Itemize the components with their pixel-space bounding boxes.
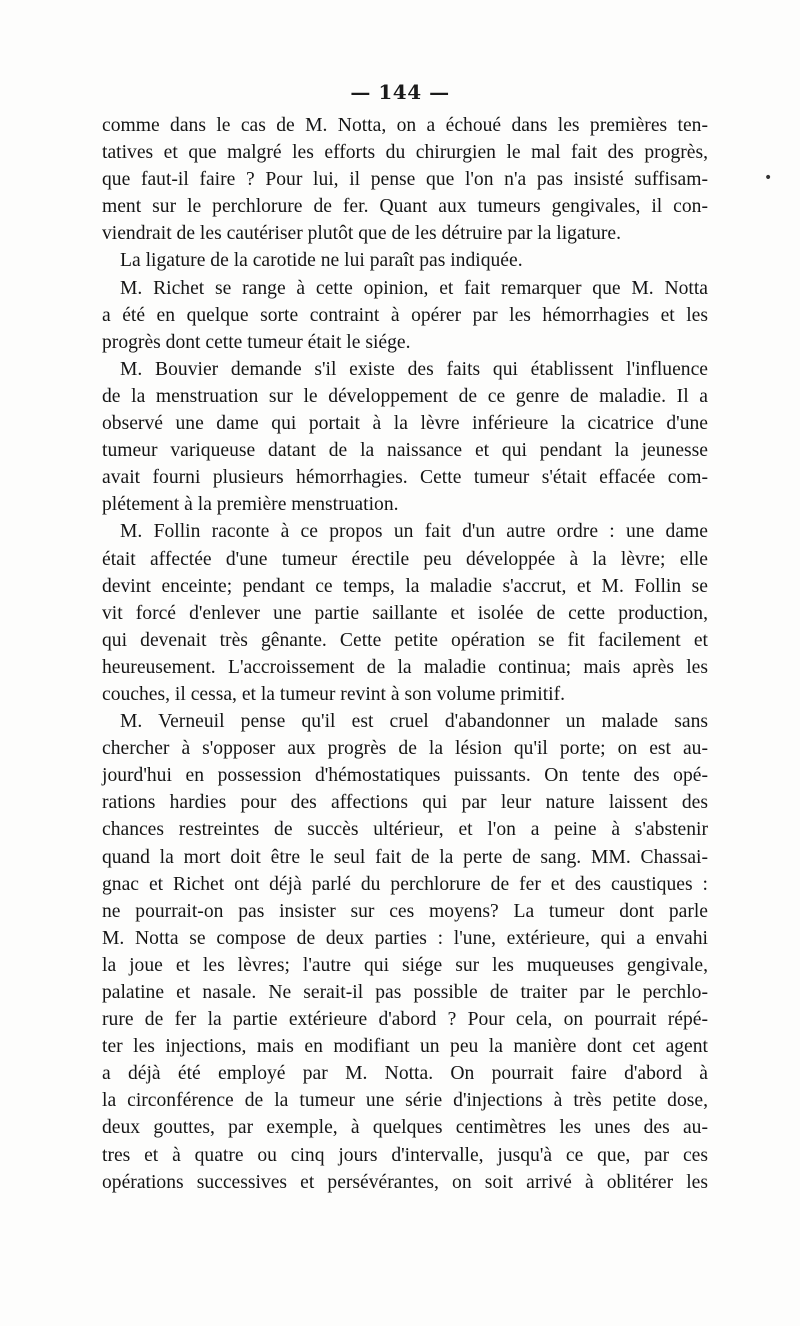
text-line: rure de fer la partie extérieure d'abord ? Pour cela, on pourrait répé-: [102, 1009, 708, 1031]
text-line: opérations successives et persévérantes, on soit arrivé à oblitérer les: [102, 1171, 708, 1193]
text-line: tres et à quatre ou cinq jours d'intervalle, jusqu'à ce que, par ces: [102, 1144, 708, 1166]
text-line: progrès dont cette tumeur était le siége.: [102, 331, 411, 353]
page-number: — 144 —: [350, 80, 450, 104]
text-line: devint enceinte; pendant ce temps, la maladie s'accrut, et M. Follin se: [102, 575, 708, 597]
margin-mark: •: [764, 170, 773, 186]
text-line: gnac et Richet ont déjà parlé du perchlorure de fer et des caustiques :: [102, 873, 708, 895]
text-line: deux gouttes, par exemple, à quelques centimètres les unes des au-: [102, 1117, 708, 1139]
text-line: M. Verneuil pense qu'il est cruel d'abandonner un malade sans: [120, 711, 708, 733]
text-line: ne pourrait-on pas insister sur ces moyens? La tumeur dont parle: [102, 900, 708, 922]
text-line: chercher à s'opposer aux progrès de la lésion qu'il porte; on est au-: [102, 738, 708, 760]
text-line: la circonférence de la tumeur une série d'injections à très petite dose,: [102, 1090, 708, 1112]
text-line: tatives et que malgré les efforts du chirurgien le mal fait des progrès,: [102, 142, 708, 164]
text-line: chances restreintes de succès ultérieur, et l'on a peine à s'abstenir: [102, 819, 708, 841]
text-line: avait fourni plusieurs hémorrhagies. Cette tumeur s'était effacée com-: [102, 467, 708, 489]
text-line: M. Bouvier demande s'il existe des faits qui établissent l'influence: [120, 358, 708, 380]
text-line: qui devenait très gênante. Cette petite opération se fit facilement et: [102, 629, 708, 651]
text-line: plétement à la première menstruation.: [102, 494, 399, 516]
text-line: que faut-il faire ? Pour lui, il pense que l'on n'a pas insisté suffisam-: [102, 169, 708, 191]
text-line: rations hardies pour des affections qui par leur nature laissent des: [102, 792, 708, 814]
text-line: La ligature de la carotide ne lui paraît pas indiquée.: [120, 250, 523, 272]
text-line: ter les injections, mais en modifiant un peu la manière dont cet agent: [102, 1036, 708, 1058]
text-line: M. Notta se compose de deux parties : l'une, extérieure, qui a envahi: [102, 927, 708, 949]
text-line: ment sur le perchlorure de fer. Quant aux tumeurs gengivales, il con-: [102, 196, 708, 218]
text-line: heureusement. L'accroissement de la maladie continua; mais après les: [102, 656, 708, 678]
page-body: [102, 112, 708, 1196]
text-line: la joue et les lèvres; l'autre qui siége sur les muqueuses gengivale,: [102, 954, 708, 976]
text-line: quand la mort doit être le seul fait de la perte de sang. MM. Chassai-: [102, 846, 708, 868]
text-line: a été en quelque sorte contraint à opérer par les hémorrhagies et les: [102, 304, 708, 326]
text-line: tumeur variqueuse datant de la naissance et qui pendant la jeunesse: [102, 440, 708, 462]
text-line: vit forcé d'enlever une partie saillante et isolée de cette production,: [102, 602, 708, 624]
text-line: M. Follin raconte à ce propos un fait d'un autre ordre : une dame: [120, 521, 708, 543]
text-line: M. Richet se range à cette opinion, et fait remarquer que M. Notta: [120, 277, 708, 299]
text-line: a déjà été employé par M. Notta. On pourrait faire d'abord à: [102, 1063, 708, 1085]
text-line: viendrait de les cautériser plutôt que de les détruire par la ligature.: [102, 223, 622, 245]
text-line: palatine et nasale. Ne serait-il pas possible de traiter par le perchlo-: [102, 982, 708, 1003]
text-line: couches, il cessa, et la tumeur revint à son volume primitif.: [102, 683, 566, 705]
text-line: était affectée d'une tumeur érectile peu développée à la lèvre; elle: [102, 548, 708, 570]
text-line: jourd'hui en possession d'hémostatiques puissants. On tente des opé-: [102, 765, 708, 787]
text-line: de la menstruation sur le développement de ce genre de maladie. Il a: [102, 385, 708, 407]
text-line: comme dans le cas de M. Notta, on a échoué dans les premières ten-: [102, 115, 708, 136]
text-line: observé une dame qui portait à la lèvre inférieure la cicatrice d'une: [102, 413, 708, 435]
